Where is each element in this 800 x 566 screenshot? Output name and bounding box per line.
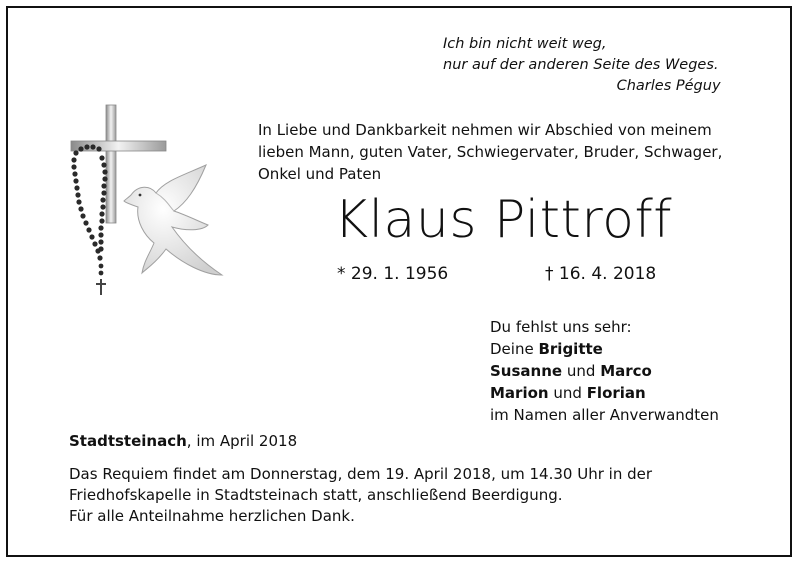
mourners-prefix: Deine <box>490 340 534 358</box>
requiem-line-1: Das Requiem findet am Donnerstag, dem 19. April 2018, um 14.30 Uhr in der <box>69 465 653 483</box>
requiem-text <box>69 464 652 527</box>
mourners-closing: im Namen aller Anverwandten <box>490 406 719 424</box>
quote-line-1: Ich bin nicht weit weg, <box>443 36 607 52</box>
mourners-conjunction: und <box>553 384 582 402</box>
place-date: , im April 2018 <box>186 432 298 450</box>
mourners-row-1 <box>490 338 719 360</box>
place-town: Stadtsteinach <box>69 432 187 450</box>
intro-line-3: Onkel und Paten <box>258 165 382 183</box>
requiem-line-2: Friedhofskapelle in Stadtsteinach statt, anschließend Beerdigung. <box>69 486 563 504</box>
mourner-name: Marco <box>600 362 652 380</box>
intro-line-2: lieben Mann, guten Vater, Schwiegervater, Bruder, Schwager, <box>258 143 723 161</box>
mourners-block <box>490 316 719 426</box>
quote-author: Charles Péguy <box>616 78 721 94</box>
mourners-row-2 <box>490 360 719 382</box>
requiem-line-3: Für alle Anteilnahme herzlichen Dank. <box>69 507 355 525</box>
mourner-name: Marion <box>490 384 549 402</box>
quote-line-2: nur auf der anderen Seite des Weges. <box>443 57 719 73</box>
birth-date: * 29. 1. 1956 <box>337 264 449 284</box>
death-date: † 16. 4. 2018 <box>545 264 657 284</box>
cross-rosary-dove-icon <box>46 103 226 303</box>
mourners-intro: Du fehlst uns sehr: <box>490 318 632 336</box>
mourner-name: Florian <box>586 384 646 402</box>
intro-text <box>258 119 748 185</box>
mourner-name: Susanne <box>490 362 563 380</box>
quote-block <box>443 34 719 97</box>
mourner-name: Brigitte <box>538 340 603 358</box>
mourners-row-3 <box>490 382 719 404</box>
deceased-name: Klaus Pittroff <box>334 190 673 250</box>
mourners-conjunction: und <box>566 362 596 380</box>
place-date-line <box>69 432 297 450</box>
intro-line-1: In Liebe und Dankbarkeit nehmen wir Abschied von meinem <box>258 121 712 139</box>
